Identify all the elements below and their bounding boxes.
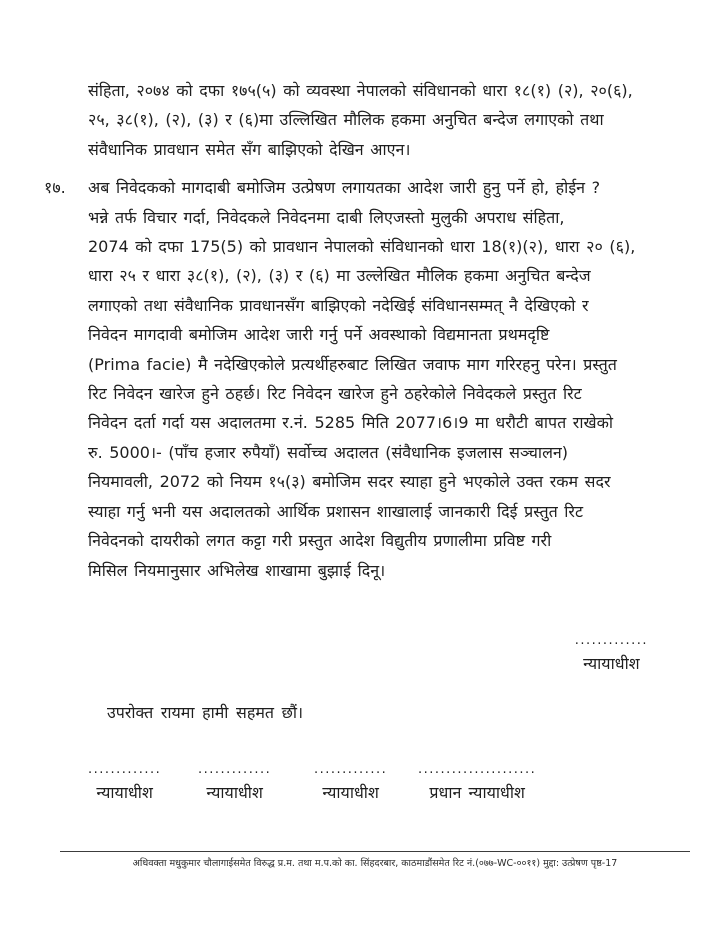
signature-dotted-line: ............. [198, 762, 272, 777]
text-line: संवैधानिक प्रावधान समेत सँग बाझिएको देखिन आएन। [88, 139, 411, 159]
text-line: अब निवेदकको मागदाबी बमोजिम उत्प्रेषण लगायतका आदेश जारी हुनु पर्ने हो, होईन ? [88, 178, 601, 198]
text-line: धारा २५ र धारा ३८(१), (२), (३) र (६) मा उल्लेखित मौलिक हकमा अनुचित बन्देज [88, 266, 591, 286]
text-line: २५, ३८(१), (२), (३) र (६)मा उल्लिखित मौलिक हकमा अनुचित बन्देज लगाएको तथा [88, 110, 604, 130]
signature-slot-judge-3 [314, 763, 387, 804]
text-line: स्याहा गर्नु भनी यस अदालतको आर्थिक प्रशासन शाखालाई जानकारी दिई प्रस्तुत रिट [88, 501, 584, 521]
signature-slot-judge-2 [198, 763, 271, 804]
signature-dotted-line: ............. [314, 762, 388, 777]
signature-slot-chief-justice [418, 763, 536, 804]
text-line: भन्ने तर्फ विचार गर्दा, निवेदकले निवेदनमा दाबी लिएजस्तो मुलुकी अपराध संहिता, [88, 207, 565, 227]
text-line: 2074 को दफा 175(5) को प्रावधान नेपालको संविधानको धारा 18(१)(२), धारा २० (६), [88, 237, 636, 257]
judge-signature-block [575, 634, 648, 675]
text-line: मिसिल नियमानुसार अभिलेख शाखामा बुझाई दिनू। [88, 560, 386, 580]
paragraph-number: १७. [44, 178, 66, 198]
text-line: निवेदन मागदावी बमोजिम आदेश जारी गर्नु पर्ने अवस्थाको विद्यमानता प्रथमदृष्टि [88, 325, 550, 345]
signature-dotted-line: ............. [574, 633, 648, 648]
judge-title: न्यायाधीश [96, 783, 153, 802]
footer-caption: अधिवक्ता मधुकुमार चौलागाईसमेत विरुद्ध प्र.म. तथा म.प.को का. सिंहदरबार, काठमाडौंसमेत रिट नं.(०७७-WC-००११) मुद्दा: उत्प्रेषण पृष्ठ-17 [132, 858, 618, 869]
paragraph-17 [44, 173, 664, 585]
signature-dotted-line: ..................... [418, 762, 537, 777]
signature-dotted-line: ............. [88, 762, 162, 777]
footer-divider [60, 851, 690, 852]
text-line: संहिता, २०७४ को दफा १७५(५) को व्यवस्था नेपालको संविधानको धारा १८(१) (२), २०(६), [88, 81, 633, 100]
signature-slot-judge-1 [88, 763, 161, 804]
text-line: लगाएको तथा संवैधानिक प्रावधानसँग बाझिएको नदेखिई संविधानसम्मत् नै देखिएको र [88, 295, 589, 315]
text-line: नियमावली, 2072 को नियम १५(३) बमोजिम सदर स्याहा हुने भएकोले उक्त रकम सदर [88, 472, 611, 492]
judge-title: न्यायाधीश [322, 783, 379, 802]
agreement-statement: उपरोक्त रायमा हामी सहमत छौं। [107, 703, 304, 722]
text-line: (Prima facie) मै नदेखिएकोले प्रत्यर्थीहरुबाट लिखित जवाफ माग गरिरहनु परेन। प्रस्तुत [88, 354, 617, 374]
judge-title: न्यायाधीश [206, 783, 263, 802]
judge-title: न्यायाधीश [583, 654, 640, 673]
text-line: निवेदन दर्ता गर्दा यस अदालतमा र.नं. 5285 मिति 2077।6।9 मा धरौटी बापत राखेको [88, 413, 614, 433]
paragraph-continuation [88, 76, 664, 164]
text-line: रिट निवेदन खारेज हुने ठहर्छ। रिट निवेदन खारेज हुने ठहरेकोले निवेदकले प्रस्तुत रिट [88, 384, 582, 404]
chief-justice-title: प्रधान न्यायाधीश [429, 783, 525, 802]
text-line: निवेदनको दायरीको लगत कट्टा गरी प्रस्तुत आदेश विद्युतीय प्रणालीमा प्रविष्ट गरी [88, 531, 552, 551]
text-line: रु. 5000।- (पाँच हजार रुपैयाँ) सर्वोच्च अदालत (संवैधानिक इजलास सञ्चालन) [88, 442, 569, 462]
judgment-body [44, 76, 664, 585]
